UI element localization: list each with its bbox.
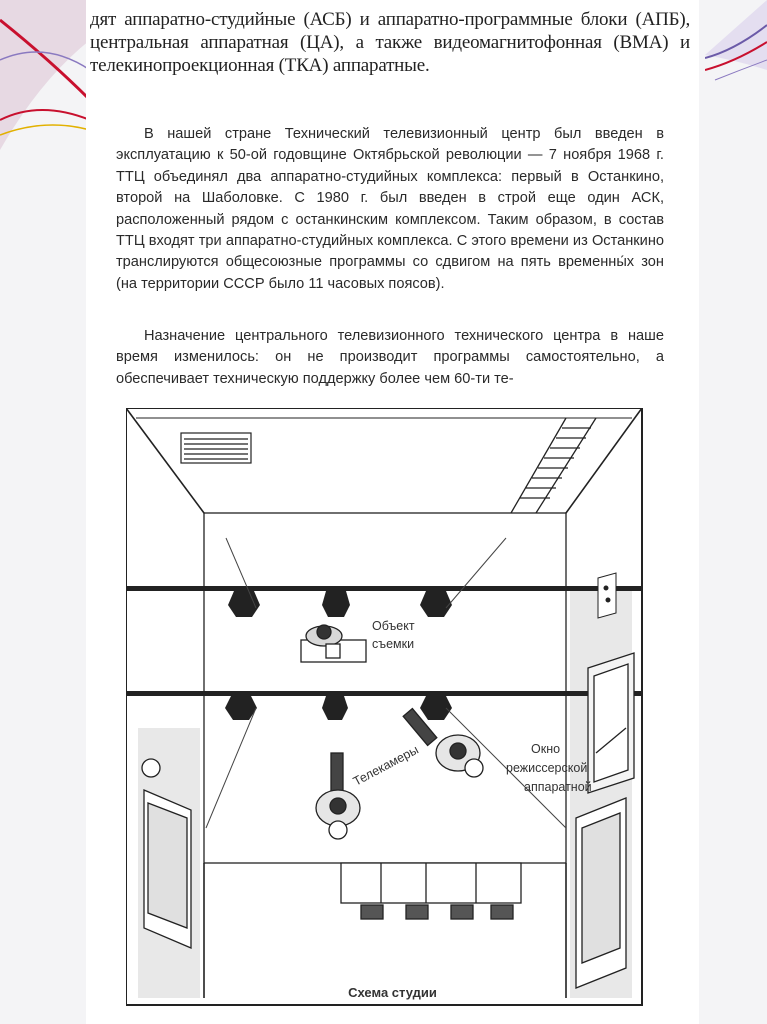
paragraph-history: В нашей стране Технический телевизионный центр был введен в эксплуатацию к 50-ой годовщине Октябрьской революции — 7 ноября 1968 г. ТТЦ объединял два аппаратно-студийных комплекса: первый в Останкино, второй на Шаболовке. С 1980 г. был введен в строй еще один АСК, расположенный рядом с останкинским комплексом. Таким образом, в состав ТТЦ входят три аппаратно-студийных комплекса. С этого времени из Останкино транслируются общесоюзные программы со сдвигом на пять временны́х зон (на территории СССР было 11 часовых поясов). (116, 126, 664, 292)
label-window-line3: аппаратной (524, 780, 592, 794)
camera-operator-left (316, 753, 360, 839)
top-paragraph: дят аппаратно-студийные (АСБ) и аппаратно-программные блоки (АПБ), центральная аппаратная (ЦА), а также видеомагнитофонная (ВМА) и телекинопроекционная (ТКА) аппаратные. (90, 9, 690, 76)
left-door (144, 790, 191, 948)
ceiling-ladder (511, 418, 596, 513)
paragraph-purpose: Назначение центрального телевизионного технического центра в наше время изменилось: он не производит программы самостоятельно, а обеспечивает техническую поддержку более чем 60-ти те- (116, 328, 664, 387)
director-window (588, 653, 634, 793)
shooting-object (301, 625, 366, 662)
studio-diagram (126, 408, 656, 1008)
label-cameras: Телекамеры (350, 742, 421, 789)
slide-decoration-right (705, 0, 767, 110)
figure-caption: Схема студии (348, 985, 437, 1000)
document-page (86, 0, 699, 1024)
label-object-line1: Объект (372, 619, 415, 633)
wall-clock (142, 759, 160, 777)
lighting-rail-lower (126, 691, 642, 696)
label-object-line2: съемки (372, 637, 415, 651)
slide-decoration-left (0, 0, 90, 190)
label-window-line2: режиссерской (506, 761, 588, 775)
lighting-rail-upper (126, 586, 642, 591)
light-fixtures-upper (228, 591, 452, 617)
label-window-line1: Окно (531, 742, 561, 756)
ceiling-vent (181, 433, 251, 463)
control-panel (598, 573, 616, 618)
right-door (576, 798, 626, 988)
control-desk (341, 863, 521, 919)
